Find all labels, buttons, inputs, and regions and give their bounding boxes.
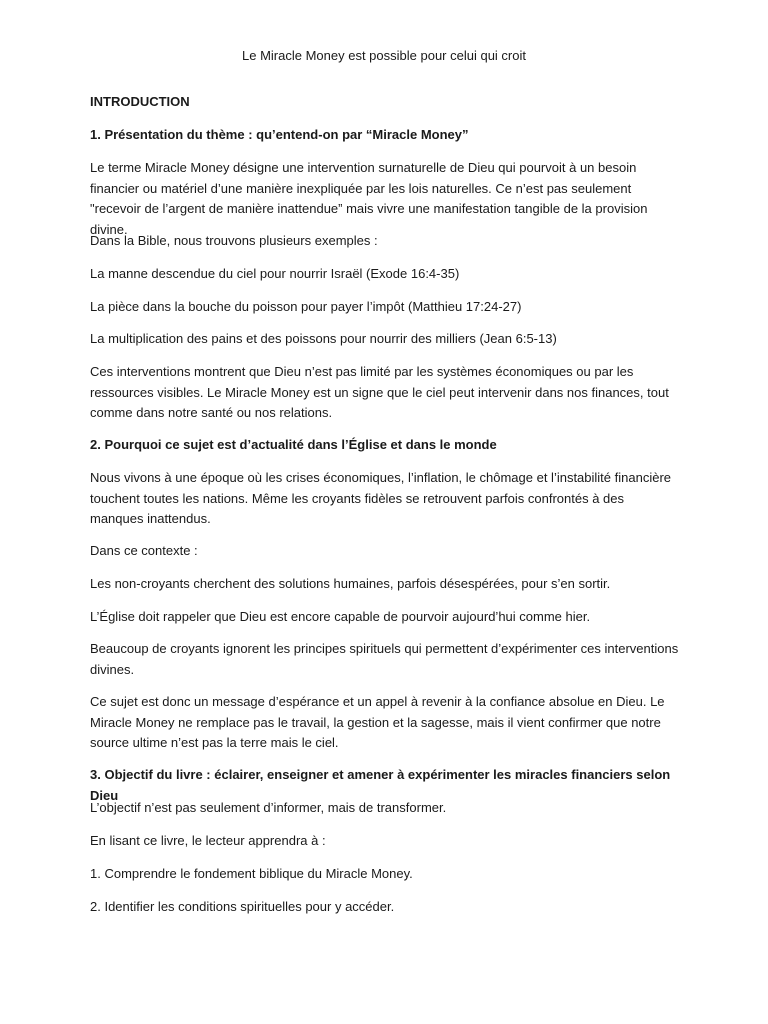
section3-list-item-1: 1. Comprendre le fondement biblique du Miracle Money. xyxy=(90,866,413,881)
section1-paragraph-2: Dans la Bible, nous trouvons plusieurs exemples : xyxy=(90,233,378,248)
section1-paragraph-1: Le terme Miracle Money désigne une intervention surnaturelle de Dieu qui pourvoit à un besoin financier ou matériel d’une manière inexpliquée par les lois naturelles. Ce n’est pas seulement "recevoir de l’argent de manière inattendue” mais vivre une manifestation tangible de la provision divine. xyxy=(90,160,648,237)
section1-example-3: La multiplication des pains et des poissons pour nourrir des milliers (Jean 6:5-13) xyxy=(90,331,557,346)
document-title: Le Miracle Money est possible pour celui qui croit xyxy=(242,48,526,63)
section2-paragraph-4: L’Église doit rappeler que Dieu est encore capable de pourvoir aujourd’hui comme hier. xyxy=(90,609,591,624)
section1-example-1: La manne descendue du ciel pour nourrir Israël (Exode 16:4-35) xyxy=(90,266,460,281)
section2-paragraph-2: Dans ce contexte : xyxy=(90,543,198,558)
section3-heading: 3. Objectif du livre : éclairer, enseigner et amener à expérimenter les miracles financiers selon Dieu xyxy=(90,767,671,803)
section3-paragraph-2: En lisant ce livre, le lecteur apprendra à : xyxy=(90,833,326,848)
section2-paragraph-3: Les non-croyants cherchent des solutions humaines, parfois désespérées, pour s’en sortir. xyxy=(90,576,611,591)
section3-paragraph-1: L’objectif n’est pas seulement d’informer, mais de transformer. xyxy=(90,800,447,815)
section2-paragraph-5: Beaucoup de croyants ignorent les principes spirituels qui permettent d’expérimenter ces interventions divines. xyxy=(90,641,679,677)
section3-list-item-2: 2. Identifier les conditions spirituelles pour y accéder. xyxy=(90,899,395,914)
section1-paragraph-3: Ces interventions montrent que Dieu n’est pas limité par les systèmes économiques ou par les ressources visibles. Le Miracle Money est un signe que le ciel peut intervenir dans nos finances, tout comme dans notre santé ou nos relations. xyxy=(90,364,669,420)
section2-paragraph-6: Ce sujet est donc un message d’espérance et un appel à revenir à la confiance absolue en Dieu. Le Miracle Money ne remplace pas le travail, la gestion et la sagesse, mais il vient confirmer que notre source ultime n’est pas la terre mais le ciel. xyxy=(90,694,665,750)
section1-example-2: La pièce dans la bouche du poisson pour payer l’impôt (Matthieu 17:24-27) xyxy=(90,299,522,314)
introduction-heading: INTRODUCTION xyxy=(90,94,190,109)
section2-heading: 2. Pourquoi ce sujet est d’actualité dans l’Église et dans le monde xyxy=(90,437,497,452)
section1-heading: 1. Présentation du thème : qu’entend-on par “Miracle Money” xyxy=(90,127,469,142)
section2-paragraph-1: Nous vivons à une époque où les crises économiques, l’inflation, le chômage et l’instabilité financière touchent toutes les nations. Même les croyants fidèles se retrouvent parfois confrontés à des manques inattendus. xyxy=(90,470,672,526)
